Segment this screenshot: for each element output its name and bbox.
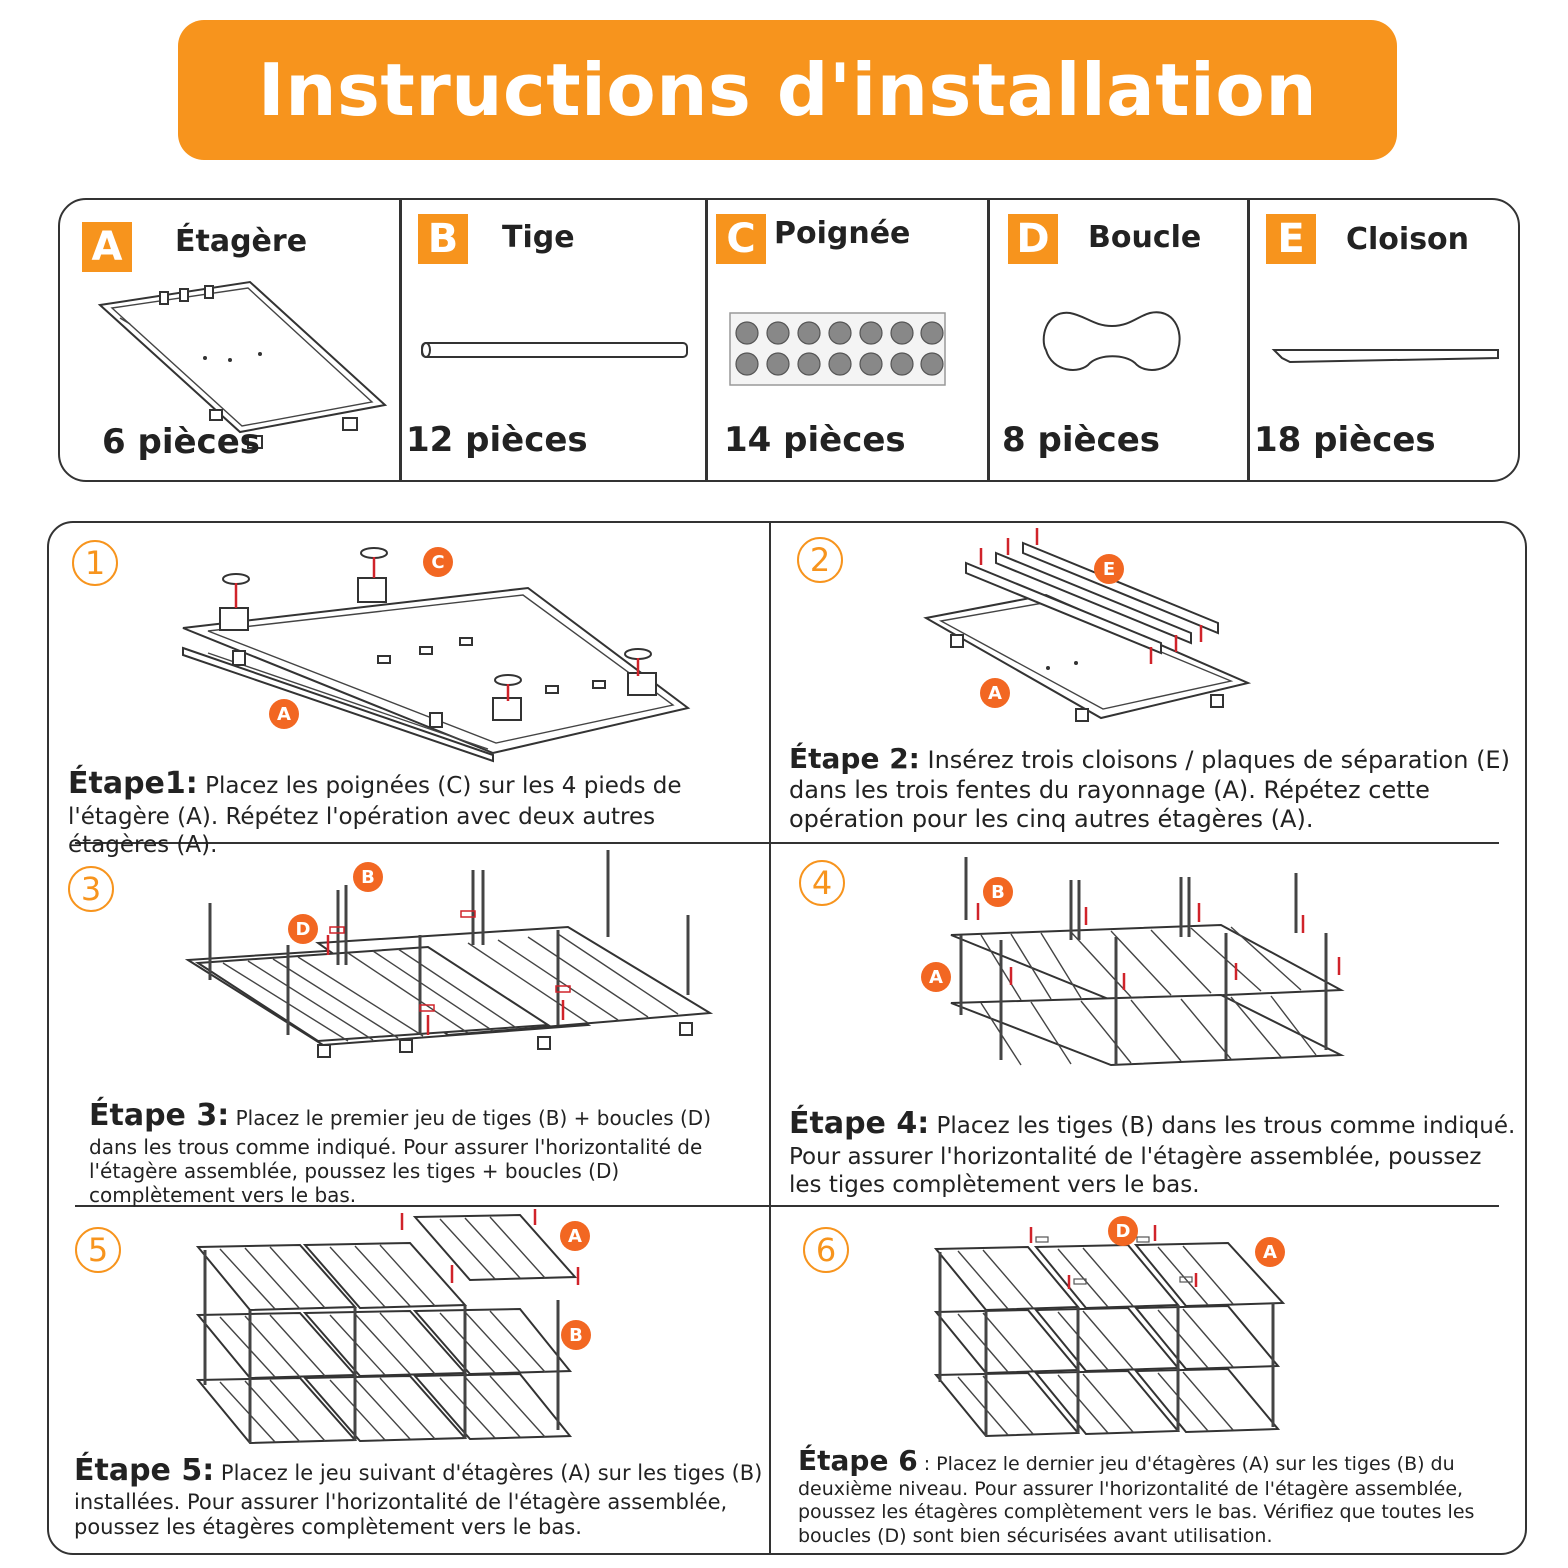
step3-illustration (48, 845, 748, 1095)
part-name: Boucle (1088, 220, 1202, 255)
part-buckle (990, 200, 1247, 480)
part-tag: E (1094, 554, 1124, 584)
part-letter: A (82, 222, 132, 272)
part-name: Cloison (1346, 222, 1470, 257)
title-banner (178, 20, 1397, 160)
part-rod (402, 200, 705, 480)
step-number-badge: 6 (803, 1227, 849, 1273)
step-instruction (89, 1098, 764, 1208)
step-text: Placez les poignées (C) sur les 4 pieds de l'étagère (A). Répétez l'opération avec deux autres étagères (A). (68, 773, 682, 858)
part-handle (708, 200, 987, 480)
step-instruction (789, 1106, 1519, 1199)
part-divider-plate (1250, 200, 1520, 480)
part-tag: B (983, 877, 1013, 907)
step-label: Étape 5: (74, 1453, 215, 1488)
step-number-badge: 4 (799, 860, 845, 906)
step5-illustration (180, 1205, 740, 1455)
part-tag: A (1255, 1237, 1285, 1267)
step-instruction (74, 1453, 764, 1541)
step-number-badge: 2 (797, 537, 843, 583)
step-number-badge: 3 (68, 866, 114, 912)
part-count: 14 pièces (724, 420, 906, 460)
part-count: 6 pièces (102, 422, 260, 462)
page-title: Instructions d'installation (257, 48, 1318, 132)
part-tag: D (1108, 1216, 1138, 1246)
step-number-badge: 5 (75, 1227, 121, 1273)
step-instruction (798, 1444, 1526, 1548)
part-tag: A (980, 678, 1010, 708)
part-letter: C (716, 214, 766, 264)
part-tag: B (561, 1320, 591, 1350)
step1-illustration (48, 523, 748, 763)
step-label: Étape1: (68, 766, 198, 801)
step-instruction (789, 742, 1527, 835)
part-count: 18 pièces (1254, 420, 1436, 460)
part-tag: D (288, 914, 318, 944)
step4-illustration (771, 845, 1471, 1085)
part-tag: C (423, 547, 453, 577)
step-label: Étape 3: (89, 1098, 230, 1133)
part-name: Étagère (175, 224, 308, 259)
part-count: 8 pièces (1002, 420, 1160, 460)
part-tag: A (560, 1221, 590, 1251)
part-shelf (60, 200, 399, 480)
step-number-badge: 1 (72, 540, 118, 586)
part-letter: E (1266, 214, 1316, 264)
step-text: : Placez le dernier jeu d'étagères (A) sur les tiges (B) du deuxième niveau. Pour assurer l'horizontalité de l'étagère assemblée, poussez les étagères complètement vers le bas. Vérifiez que toutes les boucles (D) sont bien sécurisées avant utilisation. (798, 1453, 1475, 1547)
part-name: Poignée (774, 216, 911, 251)
part-tag: A (921, 962, 951, 992)
step-label: Étape 6 (798, 1444, 918, 1477)
step6-illustration (928, 1237, 1328, 1437)
step2-illustration (771, 523, 1471, 723)
part-name: Tige (502, 220, 575, 255)
step-text: Placez le premier jeu de tiges (B) + boucles (D) dans les trous comme indiqué. Pour assurer l'horizontalité de l'étagère assemblée, poussez les tiges + boucles (D) complètement vers le bas. (89, 1106, 712, 1208)
step-label: Étape 4: (789, 1106, 930, 1141)
part-tag: A (269, 699, 299, 729)
part-count: 12 pièces (406, 420, 588, 460)
step-label: Étape 2: (789, 742, 920, 775)
parts-list (58, 198, 1520, 482)
step-text: Insérez trois cloisons / plaques de séparation (E) dans les trois fentes du rayonnage (A). Répétez cette opération pour les cinq autres étagères (A). (789, 746, 1510, 834)
part-letter: D (1008, 214, 1058, 264)
step-text: Placez le jeu suivant d'étagères (A) sur les tiges (B) installées. Pour assurer l'horizontalité de l'étagère assemblée, poussez les étagères complètement vers le bas. (74, 1461, 763, 1540)
part-letter: B (418, 214, 468, 264)
step-text: Placez les tiges (B) dans les trous comme indiqué. Pour assurer l'horizontalité de l'étagère assemblée, poussez les tiges complètement vers le bas. (789, 1113, 1516, 1198)
part-tag: B (353, 862, 383, 892)
